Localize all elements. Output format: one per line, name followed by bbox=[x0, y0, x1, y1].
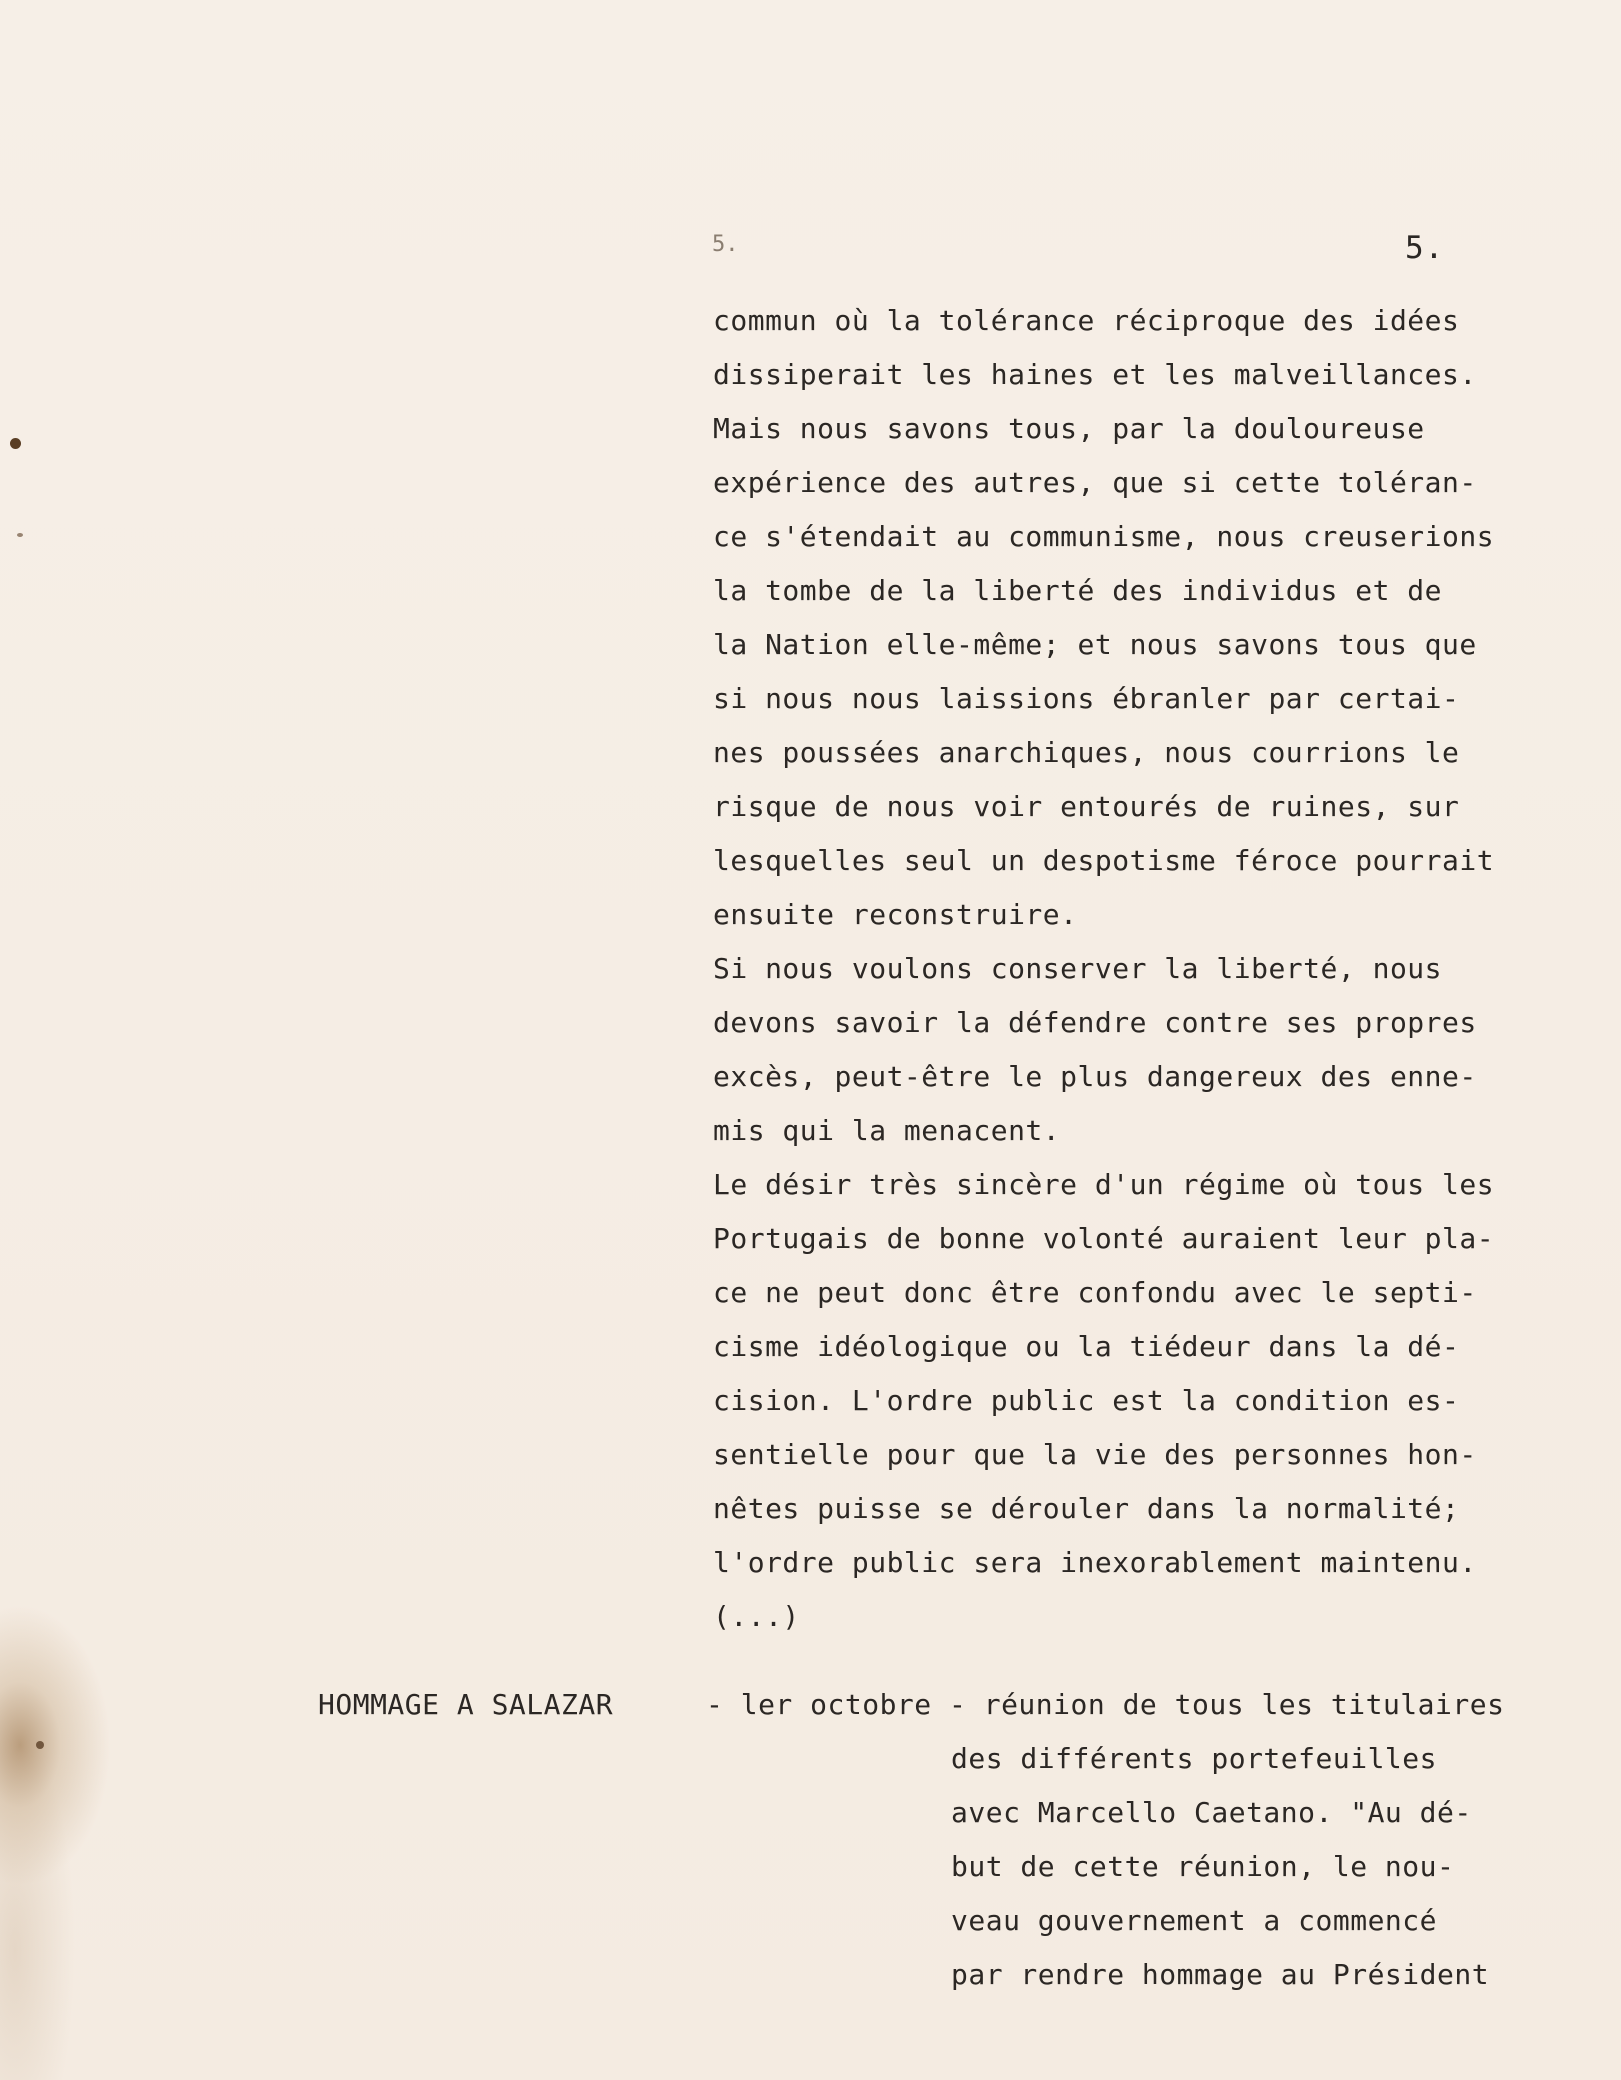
text-line: Le désir très sincère d'un régime où tous les bbox=[713, 1168, 1495, 1201]
text-line: cision. L'ordre public est la condition es- bbox=[713, 1384, 1460, 1417]
paper-stain bbox=[10, 438, 21, 449]
text-line: expérience des autres, que si cette toléran- bbox=[713, 466, 1477, 499]
section-text-line: veau gouvernement a commencé bbox=[951, 1904, 1438, 1937]
text-line: sentielle pour que la vie des personnes hon- bbox=[713, 1438, 1477, 1471]
section-text-line: avec Marcello Caetano. "Au dé- bbox=[951, 1796, 1472, 1829]
text-line: commun où la tolérance réciproque des idées bbox=[713, 304, 1460, 337]
section-text-line: par rendre hommage au Président bbox=[951, 1958, 1490, 1991]
text-line: Mais nous savons tous, par la douloureuse bbox=[713, 412, 1425, 445]
section-heading: HOMMAGE A SALAZAR bbox=[318, 1688, 614, 1721]
text-line: cisme idéologique ou la tiédeur dans la dé- bbox=[713, 1330, 1460, 1363]
text-line: l'ordre public sera inexorablement maintenu. bbox=[713, 1546, 1477, 1579]
paper-stain bbox=[17, 533, 23, 537]
paper-stain bbox=[36, 1741, 44, 1749]
text-line: nêtes puisse se dérouler dans la normalité; bbox=[713, 1492, 1460, 1525]
text-line: excès, peut-être le plus dangereux des enne- bbox=[713, 1060, 1477, 1093]
section-lead-line: - ler octobre - réunion de tous les titulaires bbox=[706, 1688, 1505, 1721]
text-line: ensuite reconstruire. bbox=[713, 898, 1078, 931]
text-line: devons savoir la défendre contre ses propres bbox=[713, 1006, 1477, 1039]
section-text-line: but de cette réunion, le nou- bbox=[951, 1850, 1455, 1883]
page-number: 5. bbox=[1405, 230, 1445, 266]
section-continuation bbox=[951, 1732, 1489, 2002]
text-line: nes poussées anarchiques, nous courrions le bbox=[713, 736, 1460, 769]
body-text bbox=[713, 294, 1513, 1644]
text-line: la Nation elle-même; et nous savons tous que bbox=[713, 628, 1477, 661]
text-line: ce s'étendait au communisme, nous creuserions bbox=[713, 520, 1495, 553]
text-line: Si nous voulons conserver la liberté, nous bbox=[713, 952, 1443, 985]
text-line: mis qui la menacent. bbox=[713, 1114, 1061, 1147]
corner-mark: 5. bbox=[712, 232, 739, 257]
text-line: (...) bbox=[713, 1600, 800, 1633]
section-text-line: des différents portefeuilles bbox=[951, 1742, 1438, 1775]
text-line: ce ne peut donc être confondu avec le septi- bbox=[713, 1276, 1477, 1309]
text-line: risque de nous voir entourés de ruines, sur bbox=[713, 790, 1460, 823]
text-line: si nous nous laissions ébranler par certai- bbox=[713, 682, 1460, 715]
text-line: Portugais de bonne volonté auraient leur pla- bbox=[713, 1222, 1495, 1255]
text-line: lesquelles seul un despotisme féroce pourrait bbox=[713, 844, 1495, 877]
text-line: dissiperait les haines et les malveillances. bbox=[713, 358, 1477, 391]
text-line: la tombe de la liberté des individus et de bbox=[713, 574, 1443, 607]
